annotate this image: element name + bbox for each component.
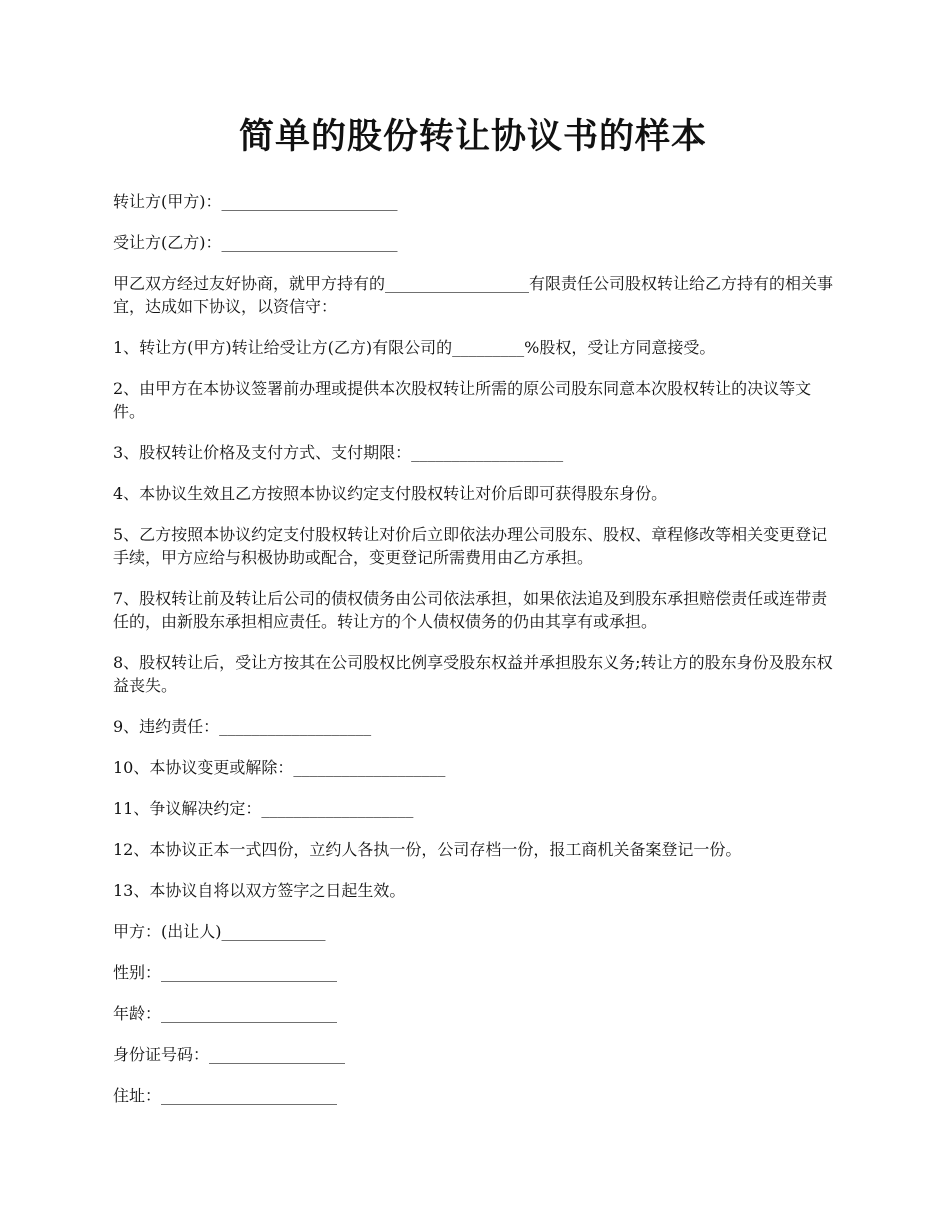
transferor-party-line: 转让方(甲方)：______________________ — [113, 192, 398, 211]
address-field-line: 住址：______________________ — [113, 1086, 338, 1105]
clause-3: 3、股权转让价格及支付方式、支付期限：___________________ — [113, 443, 564, 462]
party-a-signature-line: 甲方：(出让人)_____________ — [113, 922, 326, 941]
clause-10: 10、本协议变更或解除：___________________ — [113, 758, 446, 777]
gender-field-line: 性别：______________________ — [113, 963, 338, 982]
agreement-preamble: 甲乙双方经过友好协商，就甲方持有的__________________有限责任公司股权转让给乙方持有的相关事宜，达成如下协议，以资信守： — [113, 274, 834, 316]
clause-1: 1、转让方(甲方)转让给受让方(乙方)有限公司的_________%股权，受让方同意接受。 — [113, 338, 716, 357]
document-page — [113, 112, 843, 1125]
document-body — [113, 190, 843, 1107]
clause-2: 2、由甲方在本协议签署前办理或提供本次股权转让所需的原公司股东同意本次股权转让的决议等文件。 — [113, 379, 812, 421]
clause-9: 9、违约责任：___________________ — [113, 717, 372, 736]
transferee-party-line: 受让方(乙方)：______________________ — [113, 233, 398, 252]
clause-13: 13、本协议自将以双方签字之日起生效。 — [113, 881, 406, 900]
clause-11: 11、争议解决约定：___________________ — [113, 799, 414, 818]
document-title: 简单的股份转让协议书的样本 — [238, 116, 707, 157]
clause-8: 8、股权转让后，受让方按其在公司股权比例享受股东权益并承担股东义务;转让方的股东身份及股东权益丧失。 — [113, 653, 833, 695]
clause-7: 7、股权转让前及转让后公司的债权债务由公司依法承担，如果依法追及到股东承担赔偿责任或连带责任的，由新股东承担相应责任。转让方的个人债权债务的仍由其享有或承担。 — [113, 589, 828, 631]
clause-12: 12、本协议正本一式四份，立约人各执一份，公司存档一份，报工商机关备案登记一份。 — [113, 840, 742, 859]
clause-4: 4、本协议生效且乙方按照本协议约定支付股权转让对价后即可获得股东身份。 — [113, 484, 668, 503]
clause-5: 5、乙方按照本协议约定支付股权转让对价后立即依法办理公司股东、股权、章程修改等相关变更登记手续，甲方应给与积极协助或配合，变更登记所需费用由乙方承担。 — [113, 525, 828, 567]
id-number-field-line: 身份证号码：_________________ — [113, 1045, 346, 1064]
age-field-line: 年龄：______________________ — [113, 1004, 338, 1023]
